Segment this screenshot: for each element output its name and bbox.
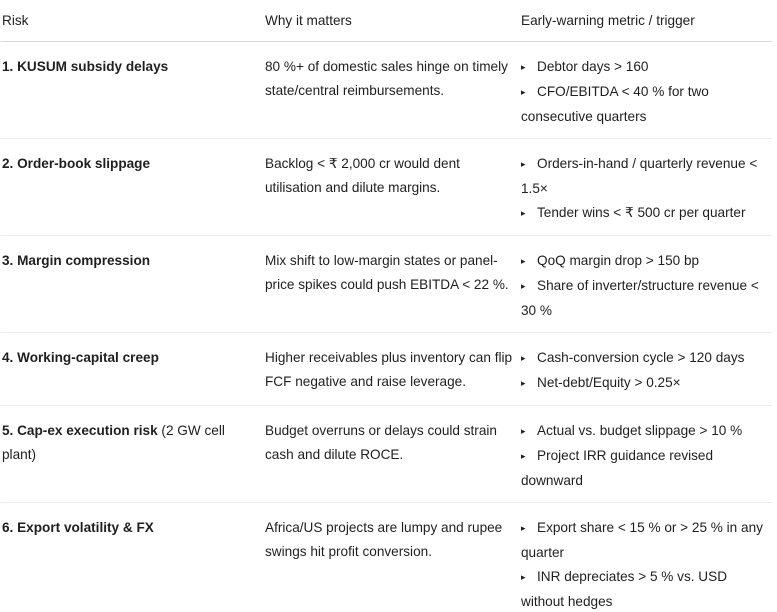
risk-title: 4. Working-capital creep — [2, 350, 159, 365]
triangle-bullet-icon: ▸ — [521, 572, 526, 582]
trigger-text: INR depreciates > 5 % vs. USD without hedges — [521, 569, 728, 609]
triangle-bullet-icon: ▸ — [521, 87, 526, 97]
trigger-text: Net-debt/Equity > 0.25× — [537, 375, 681, 390]
trigger-item — [521, 249, 766, 274]
triangle-bullet-icon: ▸ — [521, 353, 526, 363]
risk-cell — [1, 42, 264, 139]
triangle-bullet-icon: ▸ — [521, 426, 526, 436]
risk-cell — [1, 503, 264, 612]
trigger-cell — [520, 333, 772, 406]
table-row — [1, 503, 772, 612]
trigger-text: Tender wins < ₹ 500 cr per quarter — [537, 205, 746, 220]
table-row — [1, 42, 772, 139]
trigger-item — [521, 371, 766, 396]
trigger-cell — [520, 503, 772, 612]
triangle-bullet-icon: ▸ — [521, 159, 526, 169]
why-cell: Higher receivables plus inventory can flip FCF negative and raise leverage. — [264, 333, 520, 406]
risk-cell — [1, 406, 264, 503]
why-cell: Budget overruns or delays could strain cash and dilute ROCE. — [264, 406, 520, 503]
triangle-bullet-icon: ▸ — [521, 523, 526, 533]
trigger-text: Cash-conversion cycle > 120 days — [537, 350, 745, 365]
why-cell: 80 %+ of domestic sales hinge on timely state/central reimbursements. — [264, 42, 520, 139]
trigger-item — [521, 152, 766, 201]
risk-cell — [1, 236, 264, 333]
why-cell: Backlog < ₹ 2,000 cr would dent utilisation and dilute margins. — [264, 139, 520, 236]
table-row — [1, 236, 772, 333]
trigger-text: QoQ margin drop > 150 bp — [537, 253, 700, 268]
triangle-bullet-icon: ▸ — [521, 256, 526, 266]
table-row — [1, 139, 772, 236]
trigger-text: Orders-in-hand / quarterly revenue < 1.5× — [521, 156, 758, 196]
risk-cell — [1, 139, 264, 236]
trigger-item — [521, 444, 766, 493]
trigger-item — [521, 346, 766, 371]
trigger-item — [521, 565, 766, 612]
triangle-bullet-icon: ▸ — [521, 281, 526, 291]
triangle-bullet-icon: ▸ — [521, 451, 526, 461]
header-early-warning: Early-warning metric / trigger — [520, 0, 772, 42]
trigger-text: Actual vs. budget slippage > 10 % — [537, 423, 743, 438]
trigger-item — [521, 80, 766, 129]
trigger-cell — [520, 139, 772, 236]
header-risk: Risk — [1, 0, 264, 42]
trigger-text: Project IRR guidance revised downward — [521, 448, 714, 488]
triangle-bullet-icon: ▸ — [521, 378, 526, 388]
table-header-row — [1, 0, 772, 42]
trigger-item — [521, 55, 766, 80]
trigger-item — [521, 516, 766, 565]
trigger-text: Debtor days > 160 — [537, 59, 649, 74]
risk-title: 6. Export volatility & FX — [2, 520, 154, 535]
risk-cell — [1, 333, 264, 406]
table-row — [1, 333, 772, 406]
why-cell: Mix shift to low-margin states or panel-price spikes could push EBITDA < 22 %. — [264, 236, 520, 333]
risk-detail: (2 GW cell plant) — [2, 423, 225, 462]
trigger-cell — [520, 236, 772, 333]
triangle-bullet-icon: ▸ — [521, 62, 526, 72]
trigger-text: CFO/EBITDA < 40 % for two consecutive quarters — [521, 84, 709, 124]
trigger-item — [521, 274, 766, 323]
risk-table — [1, 0, 772, 612]
trigger-text: Share of inverter/structure revenue < 30 % — [521, 278, 759, 318]
risk-title: 3. Margin compression — [2, 253, 151, 268]
trigger-item — [521, 201, 766, 226]
risk-title: 1. KUSUM subsidy delays — [2, 59, 169, 74]
why-cell: Africa/US projects are lumpy and rupee swings hit profit conversion. — [265, 520, 503, 559]
header-why-it-matters: Why it matters — [264, 0, 520, 42]
trigger-cell — [520, 406, 772, 503]
triangle-bullet-icon: ▸ — [521, 208, 526, 218]
trigger-item — [521, 419, 766, 444]
table-row — [1, 406, 772, 503]
trigger-text: Export share < 15 % or > 25 % in any quarter — [521, 520, 763, 560]
risk-title: 2. Order-book slippage — [2, 156, 151, 171]
trigger-cell — [520, 42, 772, 139]
risk-title: 5. Cap-ex execution risk — [2, 423, 158, 438]
